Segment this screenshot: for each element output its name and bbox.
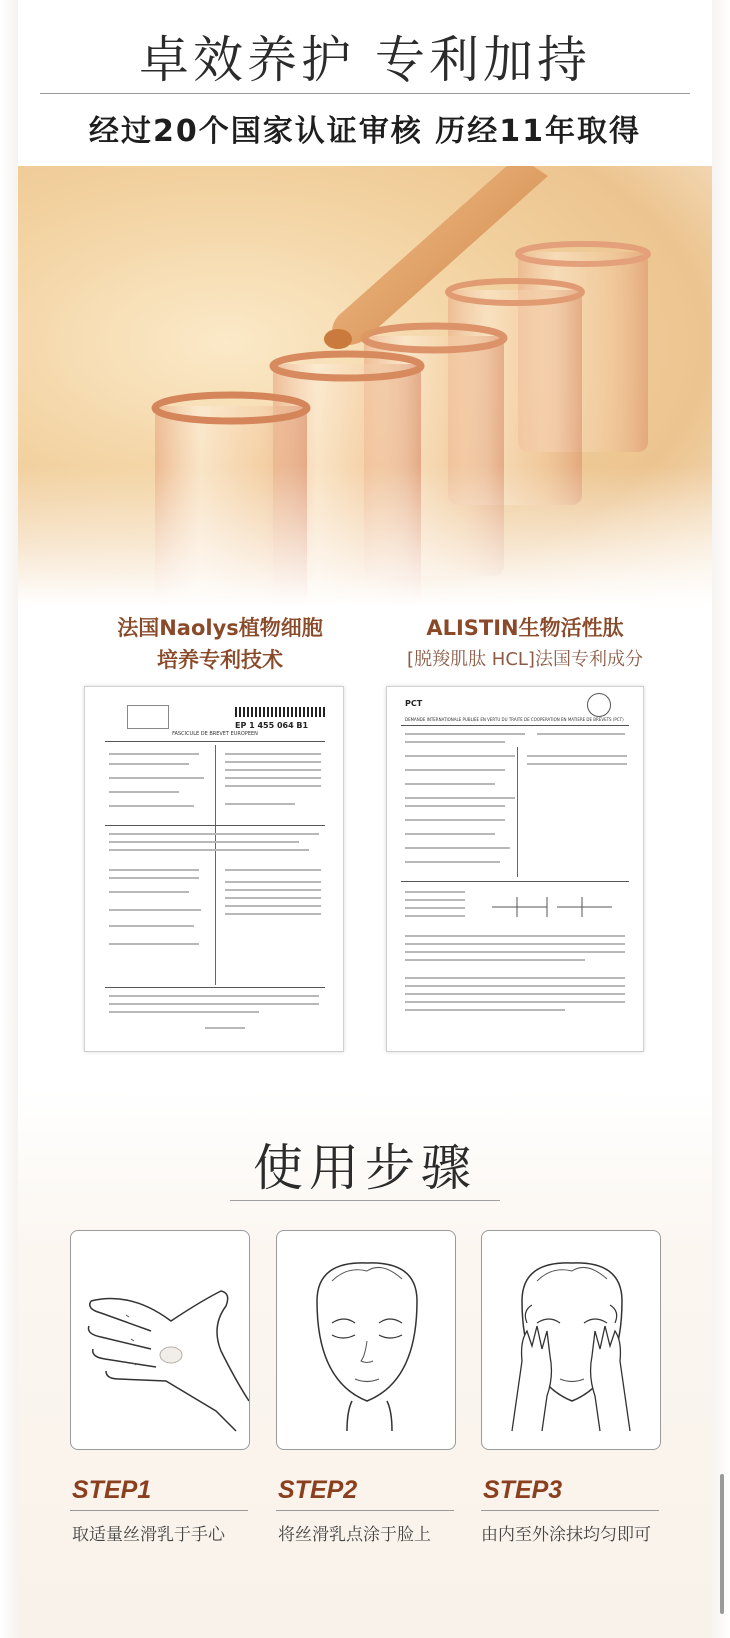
text-line [405, 985, 625, 987]
chemical-structure-icon [487, 887, 627, 927]
text-line [109, 777, 204, 779]
text-line [225, 905, 321, 907]
patent-document-european [84, 686, 344, 1052]
document-title: FASCICULE DE BREVET EUROPEEN [172, 731, 258, 737]
text-line [405, 797, 515, 799]
text-line [405, 741, 505, 743]
wipo-emblem-icon [587, 693, 611, 717]
document-header: EP 1 455 064 B1 [235, 721, 309, 730]
left-edge [0, 0, 18, 1638]
text-line [405, 915, 465, 917]
text-line [405, 861, 500, 863]
text-line [405, 993, 625, 995]
text-line [405, 891, 465, 893]
scrollbar[interactable] [720, 1474, 724, 1614]
document-title: DEMANDE INTERNATIONALE PUBLIEE EN VERTU DU TRAITE DE COOPERATION EN MATIERE DE BREVETS (PCT) [405, 717, 624, 722]
text-line [537, 733, 625, 735]
text-line [109, 909, 201, 911]
document-rule [105, 741, 325, 742]
step3-divider [481, 1510, 659, 1511]
step2-description: 将丝滑乳点涂于脸上 [278, 1525, 431, 1545]
step1-description: 取适量丝滑乳于手心 [72, 1525, 225, 1545]
face-massage-icon [482, 1231, 660, 1449]
step3-description: 由内至外涂抹均匀即可 [481, 1525, 651, 1545]
feature-naolys-line2: 培养专利技术 [157, 648, 283, 672]
barcode-icon [235, 707, 325, 717]
text-line [109, 869, 199, 871]
step1-divider [70, 1510, 248, 1511]
document-rule [401, 725, 629, 726]
face-icon [277, 1231, 455, 1449]
text-line [225, 897, 321, 899]
text-line [405, 783, 495, 785]
text-line [225, 753, 321, 755]
text-line [405, 805, 505, 807]
text-line [527, 763, 627, 765]
text-line [405, 819, 505, 821]
text-line [405, 1001, 625, 1003]
text-line [109, 995, 319, 997]
feature-naolys-line1: 法国Naolys植物细胞 [117, 616, 323, 640]
text-line [225, 913, 321, 915]
text-line [225, 777, 321, 779]
usage-section-title: 使用步骤 [253, 1139, 477, 1197]
feature-alistin [380, 612, 670, 676]
text-line [405, 899, 465, 901]
text-line [109, 1003, 319, 1005]
text-line [109, 753, 199, 755]
text-line [109, 763, 189, 765]
text-line [225, 889, 321, 891]
text-line [405, 959, 585, 961]
title-divider [40, 93, 690, 94]
text-line [405, 833, 495, 835]
text-line [109, 1011, 259, 1013]
text-line [225, 869, 321, 871]
palm-icon [71, 1231, 249, 1449]
step2-divider [276, 1510, 454, 1511]
text-line [225, 881, 321, 883]
text-line [405, 935, 625, 937]
text-line [405, 977, 625, 979]
text-line [405, 1009, 565, 1011]
feature-naolys [90, 612, 350, 676]
step1-illustration [70, 1230, 250, 1450]
usage-title-divider [230, 1200, 500, 1201]
text-line [225, 761, 321, 763]
text-line [527, 755, 627, 757]
text-line [405, 951, 625, 953]
patent-section-title: 卓效养护 专利加持 [139, 31, 591, 89]
patent-document-pct [386, 686, 644, 1052]
text-line [405, 755, 515, 757]
text-line [109, 849, 309, 851]
text-line [405, 907, 465, 909]
text-line [225, 803, 295, 805]
text-line [109, 943, 199, 945]
text-line [405, 733, 525, 735]
step1-label: STEP1 [72, 1476, 152, 1504]
patent-section-subtitle: 经过20个国家认证审核 历经11年取得 [89, 114, 641, 149]
document-column-rule [215, 745, 216, 985]
right-edge [712, 0, 730, 1638]
document-column-rule [517, 747, 518, 877]
text-line [205, 1027, 245, 1029]
text-line [405, 847, 510, 849]
lab-glassware-photo [18, 166, 712, 606]
photo-fade [18, 466, 712, 606]
document-header: PCT [405, 699, 423, 708]
text-line [405, 769, 505, 771]
step2-label: STEP2 [278, 1476, 358, 1504]
text-line [109, 805, 194, 807]
step3-label: STEP3 [483, 1476, 563, 1504]
feature-alistin-line1: ALISTIN生物活性肽 [426, 616, 624, 640]
document-rule [105, 987, 325, 988]
document-logo [127, 705, 169, 729]
text-line [109, 925, 194, 927]
document-rule [401, 881, 629, 882]
text-line [225, 785, 321, 787]
text-line [109, 877, 199, 879]
step2-illustration [276, 1230, 456, 1450]
text-line [109, 891, 189, 893]
text-line [109, 791, 179, 793]
step3-illustration [481, 1230, 661, 1450]
text-line [109, 841, 299, 843]
document-rule [105, 825, 325, 826]
text-line [109, 833, 319, 835]
text-line [405, 943, 625, 945]
feature-alistin-line2: [脱羧肌肽 HCL]法国专利成分 [407, 649, 643, 670]
text-line [225, 769, 321, 771]
